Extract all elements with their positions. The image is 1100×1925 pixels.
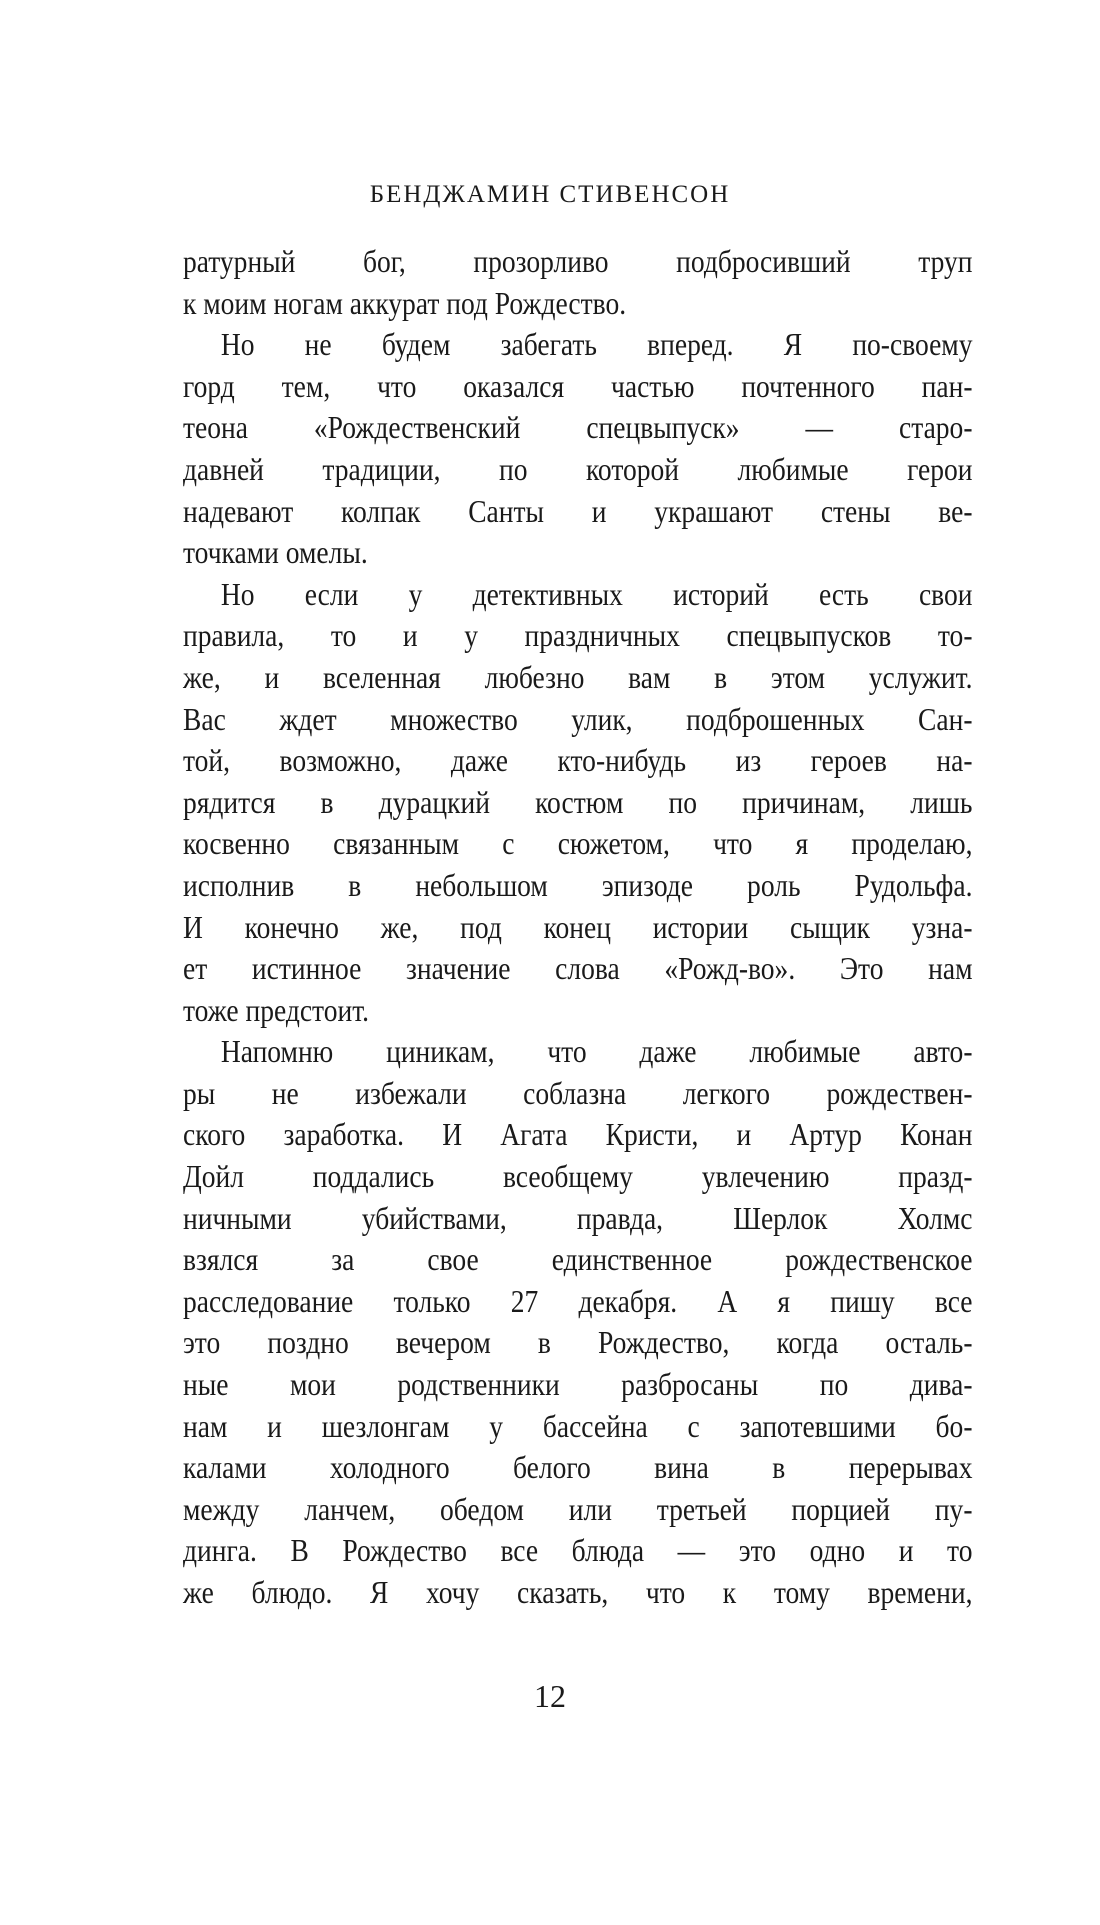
text-line: Дойл поддались всеобщему увлечению празд- <box>183 1158 973 1195</box>
text-line: же, и вселенная любезно вам в этом услужит. <box>183 658 973 695</box>
text-line: точками омелы. <box>183 534 368 571</box>
paragraph-first-line: Напомню циникам, что даже любимые авто- <box>220 1033 973 1070</box>
text-line: же блюдо. Я хочу сказать, что к тому времени, <box>183 1574 973 1610</box>
text-line: рядится в дурацкий костюм по причинам, лишь <box>183 783 973 820</box>
paragraph-first-line: Но если у детективных историй есть свои <box>220 575 973 612</box>
text-line: ры не избежали соблазна легкого рождествен- <box>183 1074 973 1111</box>
text-line: правила, то и у праздничных спецвыпусков то- <box>183 617 973 654</box>
text-line: между ланчем, обедом или третьей порцией пу- <box>183 1490 973 1527</box>
paragraph-first-line: Но не будем забегать вперед. Я по-своему <box>220 326 973 363</box>
text-line: ничными убийствами, правда, Шерлок Холмс <box>183 1199 973 1236</box>
text-line: надевают колпак Санты и украшают стены ве- <box>183 492 973 529</box>
text-line: тоже предстоит. <box>183 991 370 1028</box>
text-line: давней традиции, по которой любимые герои <box>183 450 973 487</box>
text-line: нам и шезлонгам у бассейна с запотевшими бо- <box>183 1407 973 1444</box>
text-line: ского заработка. И Агата Кристи, и Артур Конан <box>183 1116 973 1153</box>
text-line: ет истинное значение слова «Рожд-во». Это нам <box>183 950 973 987</box>
text-line: горд тем, что оказался частью почтенного пан- <box>183 367 973 404</box>
text-line: И конечно же, под конец истории сыщик узна- <box>183 908 973 945</box>
text-line: Вас ждет множество улик, подброшенных Сан- <box>183 700 973 737</box>
text-line: ратурный бог, прозорливо подбросивший труп <box>183 243 973 279</box>
text-line: калами холодного белого вина в перерывах <box>183 1449 973 1486</box>
text-line: взялся за свое единственное рождественское <box>183 1241 973 1278</box>
text-line: это поздно вечером в Рождество, когда осталь- <box>183 1324 973 1361</box>
text-line: к моим ногам аккурат под Рождество. <box>183 284 627 321</box>
text-line: той, возможно, даже кто-нибудь из героев на- <box>183 742 973 779</box>
text-line: теона «Рождественский спецвыпуск» — старо- <box>183 409 973 446</box>
text-line: динга. В Рождество все блюда — это одно и то <box>183 1532 973 1569</box>
page-number: 12 <box>534 1678 566 1714</box>
body-text <box>183 241 973 1614</box>
text-line: косвенно связанным с сюжетом, что я проделаю, <box>183 825 973 862</box>
running-head: БЕНДЖАМИН СТИВЕНСОН <box>369 181 731 208</box>
text-line: ные мои родственники разбросаны по дива- <box>183 1366 973 1403</box>
text-line: расследование только 27 декабря. А я пишу все <box>183 1282 973 1319</box>
text-line: исполнив в небольшом эпизоде роль Рудольфа. <box>183 866 973 903</box>
